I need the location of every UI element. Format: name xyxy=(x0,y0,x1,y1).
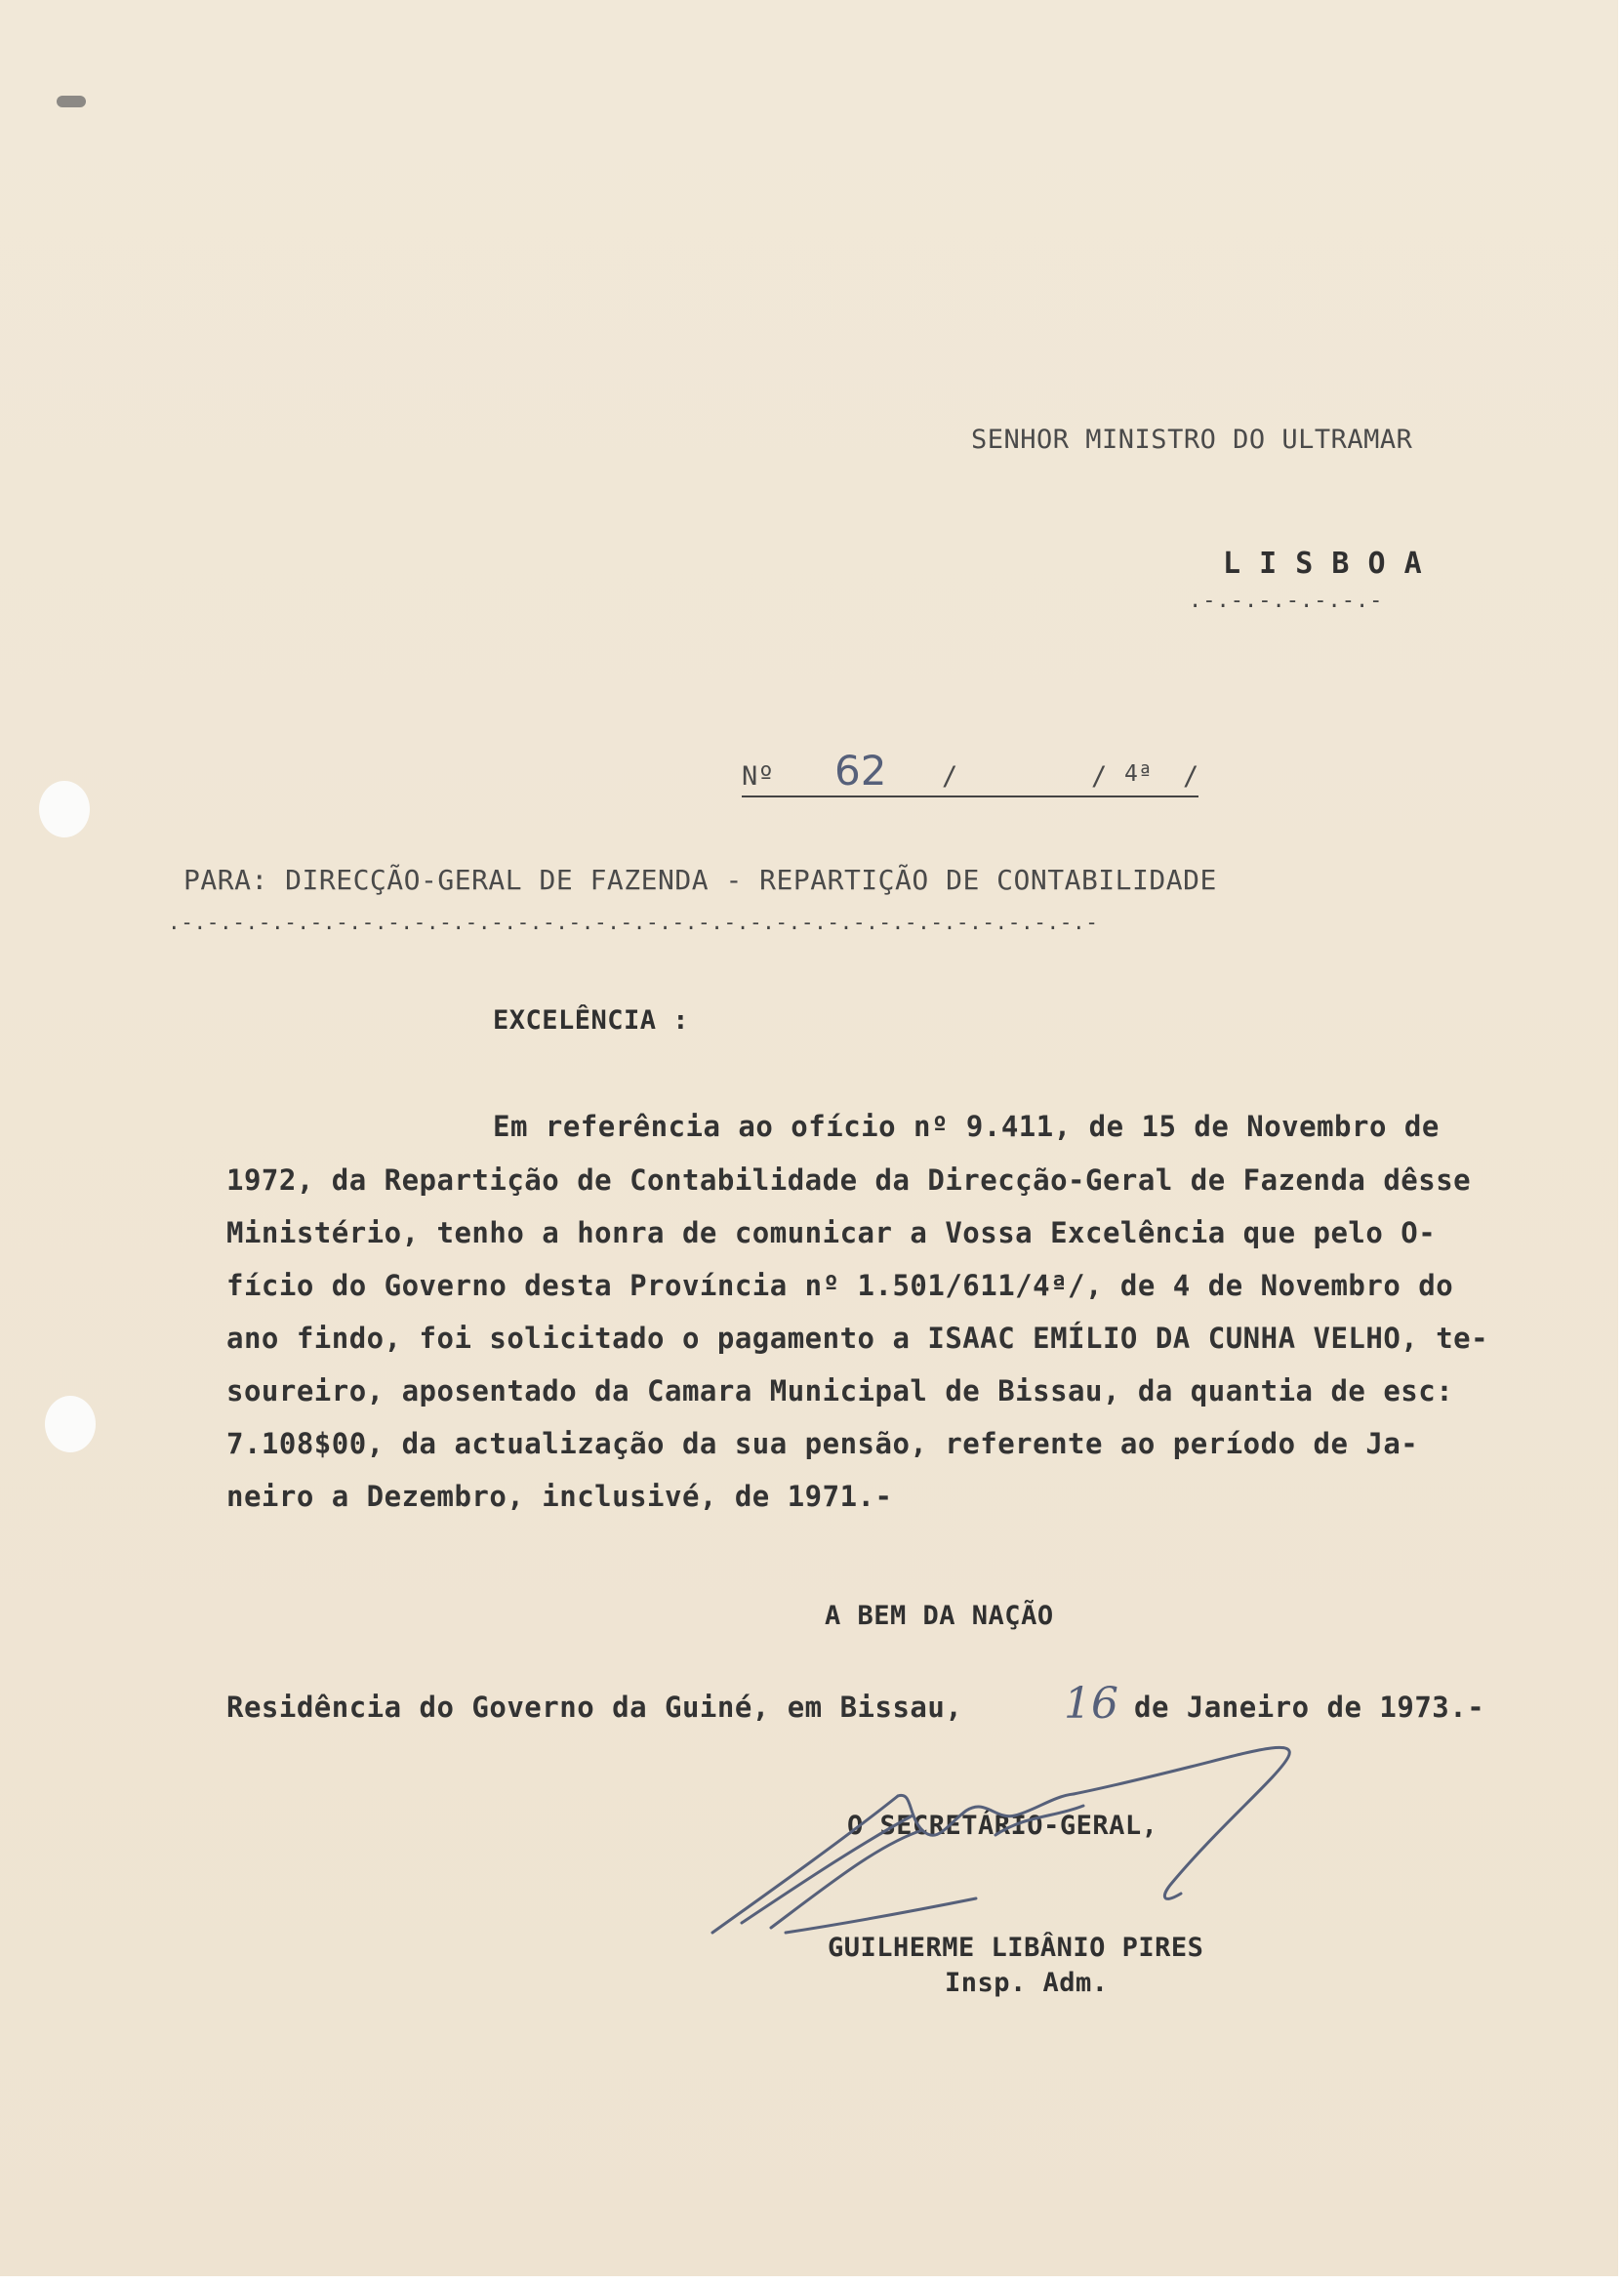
punch-hole-lower xyxy=(45,1396,96,1452)
reference-prefix: Nº xyxy=(742,761,775,792)
body-line-4: fício do Governo desta Província nº 1.501/611/4ª/, de 4 de Novembro do xyxy=(226,1269,1454,1302)
body-line-5: ano findo, foi solicitado o pagamento a ISAAC EMÍLIO DA CUNHA VELHO, te- xyxy=(226,1322,1489,1355)
page-right-edge xyxy=(1618,0,1624,2284)
addressee-city: L I S B O A xyxy=(1223,547,1423,581)
body-line-1: Em referência ao ofício nº 9.411, de 15 de Novembro de xyxy=(493,1110,1440,1143)
signatory-role: Insp. Adm. xyxy=(945,1968,1109,1998)
body-line-3: Ministério, tenho a honra de comunicar a Vossa Excelência que pelo O- xyxy=(226,1216,1437,1249)
punch-hole-upper xyxy=(39,781,90,837)
salutation: EXCELÊNCIA : xyxy=(493,1005,690,1036)
reference-underline xyxy=(742,795,1198,797)
body-line-8: neiro a Dezembro, inclusivé, de 1971.- xyxy=(226,1480,893,1513)
city-underline-rule: .-.-.-.-.-.-.- xyxy=(1189,589,1384,613)
dateline-day-handwritten: 16 xyxy=(1064,1679,1118,1729)
reference-separator-1: / xyxy=(942,761,958,792)
signatory-name: GUILHERME LIBÂNIO PIRES xyxy=(828,1933,1204,1963)
ink-smudge xyxy=(57,96,86,107)
recipient-rule: .-.-.-.-.-.-.-.-.-.-.-.-.-.-.-.-.-.-.-.-.-.-.-.-.-.-.-.-.-.-.-.-.-.-.-.- xyxy=(168,911,1099,934)
handwritten-signature xyxy=(703,1737,1386,1952)
dateline-text: Residência do Governo da Guiné, em Bissau, xyxy=(226,1691,963,1724)
body-line-6: soureiro, aposentado da Camara Municipal de Bissau, da quantia de esc: xyxy=(226,1374,1454,1407)
reference-suffix: 4ª xyxy=(1124,761,1153,787)
reference-separator-2: / xyxy=(1091,761,1108,792)
page-bottom-edge xyxy=(0,2276,1624,2284)
signatory-title: O SECRETÁRIO-GERAL, xyxy=(847,1811,1158,1841)
reference-number-handwritten: 62 xyxy=(834,747,887,795)
body-line-7: 7.108$00, da actualização da sua pensão, referente ao período de Ja- xyxy=(226,1427,1419,1460)
dateline-month-year: de Janeiro de 1973.- xyxy=(1134,1691,1485,1724)
reference-closing-slash: / xyxy=(1183,761,1199,792)
recipient-line: PARA: DIRECÇÃO-GERAL DE FAZENDA - REPARTIÇÃO DE CONTABILIDADE xyxy=(183,864,1217,896)
addressee-line: SENHOR MINISTRO DO ULTRAMAR xyxy=(971,425,1413,455)
body-line-2: 1972, da Repartição de Contabilidade da Direcção-Geral de Fazenda dêsse xyxy=(226,1163,1472,1197)
closing-phrase: A BEM DA NAÇÃO xyxy=(825,1601,1054,1631)
